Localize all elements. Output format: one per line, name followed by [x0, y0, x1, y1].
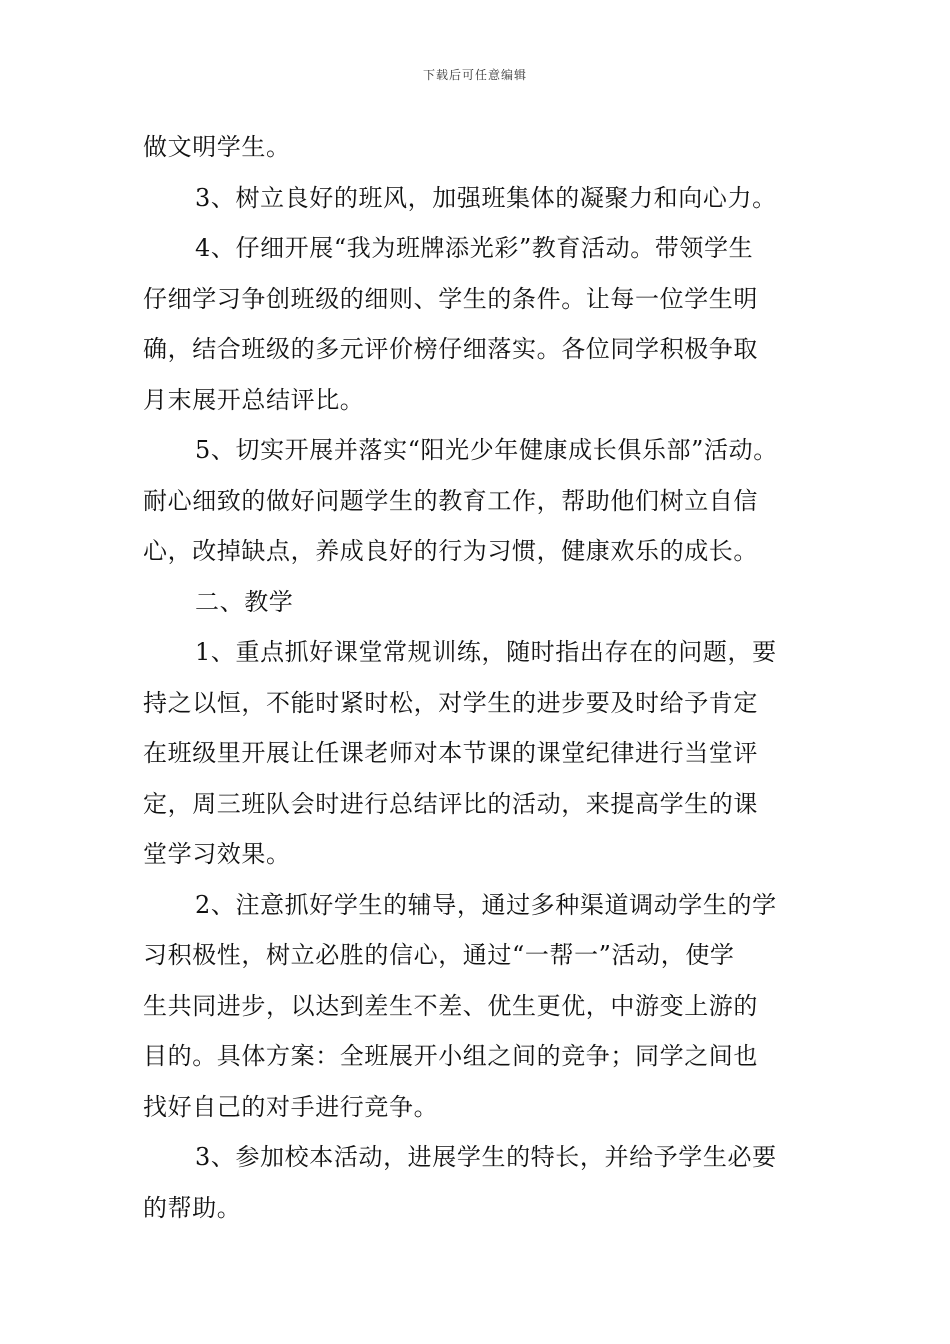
page-header: 下载后可任意编辑 — [422, 68, 527, 82]
text-line: 4、仔细开展“我为班牌添光彩”教育活动。带领学生 — [195, 234, 754, 262]
text-line: 3、参加校本活动，进展学生的特长，并给予学生必要 — [195, 1143, 777, 1171]
text-line: 在班级里开展让任课老师对本节课的课堂纪律进行当堂评 — [143, 739, 758, 767]
text-line: 的帮助。 — [143, 1193, 242, 1222]
text-line: 生共同进步，以达到差生不差、优生更优，中游变上游的 — [143, 991, 758, 1020]
text-line: 心，改掉缺点，养成良好的行为习惯，健康欢乐的成长。 — [143, 537, 758, 565]
text-line: 目的。具体方案：全班展开小组之间的竞争；同学之间也 — [143, 1042, 758, 1070]
text-line: 做文明学生。 — [143, 133, 291, 161]
text-line: 习积极性，树立必胜的信心，通过“一帮一”活动，使学 — [143, 941, 735, 969]
text-line: 3、树立良好的班风，加强班集体的凝聚力和向心力。 — [195, 183, 777, 212]
text-line: 耐心细致的做好问题学生的教育工作，帮助他们树立自信 — [143, 486, 758, 515]
text-line: 堂学习效果。 — [143, 840, 291, 868]
text-line: 持之以恒，不能时紧时松，对学生的进步要及时给予肯定 — [143, 688, 758, 717]
text-line: 2、注意抓好学生的辅导，通过多种渠道调动学生的学 — [195, 890, 777, 919]
text-line: 定，周三班队会时进行总结评比的活动，来提高学生的课 — [143, 789, 758, 818]
text-line: 找好自己的对手进行竞争。 — [143, 1092, 439, 1121]
text-line: 仔细学习争创班级的细则、学生的条件。让每一位学生明 — [143, 284, 758, 313]
text-line: 月末展开总结评比。 — [143, 385, 365, 414]
text-line: 5、切实开展并落实“阳光少年健康成长俱乐部”活动。 — [195, 436, 778, 464]
section-heading: 二、教学 — [195, 587, 294, 616]
document-body — [143, 122, 823, 1233]
text-line: 1、重点抓好课堂常规训练，随时指出存在的问题，要 — [195, 638, 777, 666]
text-line: 确，结合班级的多元评价榜仔细落实。各位同学积极争取 — [143, 335, 758, 363]
